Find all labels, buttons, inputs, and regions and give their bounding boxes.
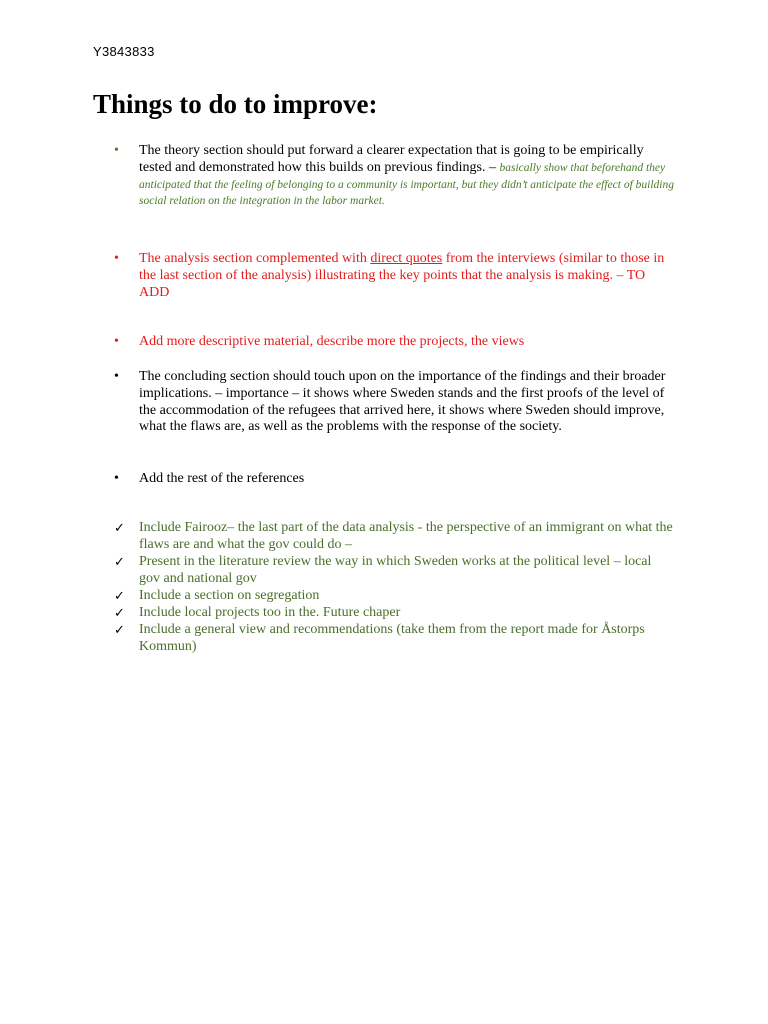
checklist-item-text: Include a general view and recommendations (take them from the report made for Åstorps Kommun) — [139, 622, 645, 654]
checkmark-icon: ✓ — [114, 622, 125, 637]
checklist-item — [114, 622, 674, 656]
checklist-item — [114, 520, 674, 554]
bullet-icon: • — [114, 471, 119, 486]
page-title: Things to do to improve: — [93, 89, 378, 119]
list-item-text: The concluding section should touch upon on the importance of the findings and their broader implications. – importance – it shows where Sweden stands and the first proofs of the level of the accommodation of the refugees that arrived here, it shows where Sweden should improve, what the flaws are, as well as the problems with the response of the society. — [139, 369, 666, 435]
list-item-text: Add more descriptive material, describe more the projects, the views — [139, 334, 525, 349]
checklist-item — [114, 605, 674, 622]
list-item — [114, 369, 674, 436]
analysis-text-after: from the interviews (similar to those in the last section of the analysis) illustrating the key points that the analysis is making. – TO ADD — [139, 251, 665, 300]
checklist-item — [114, 588, 674, 605]
bullet-icon: • — [114, 143, 119, 158]
checkmark-icon: ✓ — [114, 588, 125, 603]
bullet-icon: • — [114, 251, 119, 266]
list-item — [114, 143, 674, 210]
checklist-item-text: Include Fairooz– the last part of the data analysis - the perspective of an immigrant on what the flaws are and what the gov could do – — [139, 520, 673, 552]
checkmark-icon: ✓ — [114, 554, 125, 569]
checklist-item-text: Present in the literature review the way in which Sweden works at the political level – local gov and national gov — [139, 554, 652, 586]
bullet-icon: • — [114, 334, 119, 349]
theory-note: basically show that beforehand they anticipated that the feeling of belonging to a community is important, but they didn’t anticipate the effect of building social relation on the integration in the labor market. — [139, 161, 674, 208]
checklist-item — [114, 554, 674, 588]
checkmark-icon: ✓ — [114, 520, 125, 535]
list-item-text: Add the rest of the references — [139, 471, 305, 486]
list-item — [114, 334, 674, 351]
list-item-text — [139, 143, 674, 210]
checklist-item-text: Include a section on segregation — [139, 588, 320, 603]
list-item-text — [139, 251, 674, 301]
checkmark-icon: ✓ — [114, 605, 125, 620]
analysis-text-before: The analysis section complemented with — [139, 251, 371, 266]
analysis-text-underlined: direct quotes — [370, 251, 443, 266]
list-item — [114, 251, 674, 301]
list-item — [114, 471, 674, 488]
checklist-item-text: Include local projects too in the. Future chaper — [139, 605, 401, 620]
bullet-icon: • — [114, 369, 119, 384]
document-header-id: Y3843833 — [93, 44, 155, 59]
theory-text: The theory section should put forward a clearer expectation that is going to be empirically tested and demonstrated how this builds on previous findings. – — [139, 143, 644, 175]
